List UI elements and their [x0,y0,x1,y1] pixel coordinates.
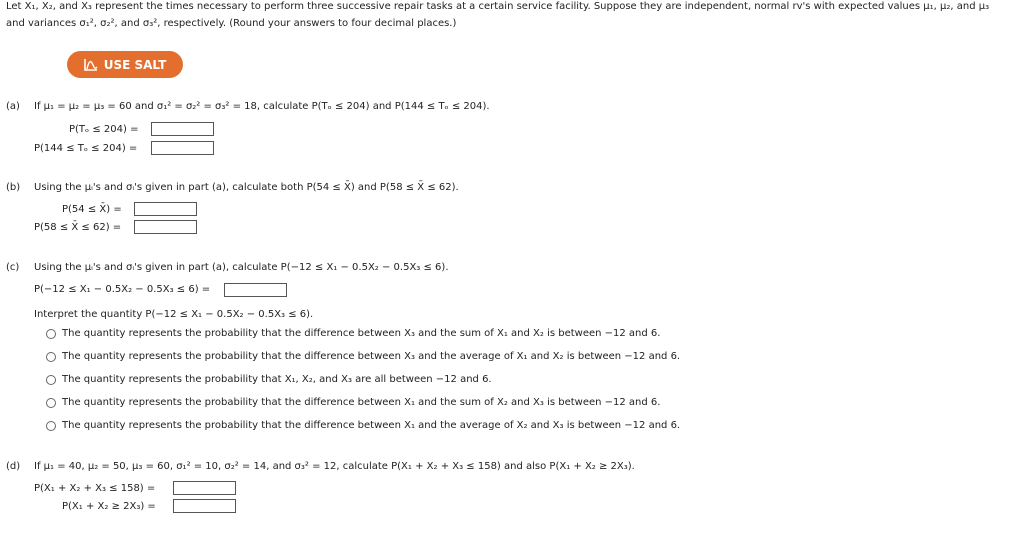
intro-line-1: Let X₁, X₂, and X₃ represent the times necessary to perform three successive repair tasks at a certain service facility. Suppose they are independent, normal rv's with expected values μ₁, μ₂, and μ₃ [6,1,990,12]
part-c-option-3-radio[interactable] [46,375,56,385]
part-c-option-1[interactable]: The quantity represents the probability that the difference between X₃ and the sum of X₁ and X₂ is between −12 and 6. [62,328,661,339]
part-c-option-4[interactable]: The quantity represents the probability that the difference between X₁ and the sum of X₂ and X₃ is between −12 and 6. [62,397,661,408]
part-c-prompt: Using the μᵢ's and σᵢ's given in part (a), calculate P(−12 ≤ X₁ − 0.5X₂ − 0.5X₃ ≤ 6). [34,262,449,273]
part-c-option-1-radio[interactable] [46,329,56,339]
part-a-q1-input[interactable] [151,122,214,136]
part-a-label: (a) [6,101,20,112]
part-c-option-3[interactable]: The quantity represents the probability that X₁, X₂, and X₃ are all between −12 and 6. [62,374,492,385]
part-c-option-4-radio[interactable] [46,398,56,408]
part-c-option-2-radio[interactable] [46,352,56,362]
part-a-prompt: If μ₁ = μ₂ = μ₃ = 60 and σ₁² = σ₂² = σ₃² = 18, calculate P(Tₒ ≤ 204) and P(144 ≤ Tₒ ≤ 204). [34,101,490,112]
part-d-prompt: If μ₁ = 40, μ₂ = 50, μ₃ = 60, σ₁² = 10, σ₂² = 14, and σ₃² = 12, calculate P(X₁ + X₂ + X₃ ≤ 158) and also P(X₁ + X₂ ≥ 2X₃). [34,461,635,472]
use-salt-label: USE SALT [103,57,167,72]
part-c-label: (c) [6,262,20,273]
part-b-label: (b) [6,182,21,193]
part-a-q2-label: P(144 ≤ Tₒ ≤ 204) = [34,143,138,154]
part-b-prompt: Using the μᵢ's and σᵢ's given in part (a), calculate both P(54 ≤ X̄) and P(58 ≤ X̄ ≤ 62). [34,182,459,193]
salt-chart-icon [84,58,98,71]
part-b-q2-input[interactable] [134,220,197,234]
part-b-q1-input[interactable] [134,202,197,216]
part-d-q1-input[interactable] [173,481,236,495]
part-d-q1-label: P(X₁ + X₂ + X₃ ≤ 158) = [34,483,156,494]
part-c-q1-input[interactable] [224,283,287,297]
part-c-option-5-radio[interactable] [46,421,56,431]
part-b-q1-label: P(54 ≤ X̄) = [62,204,122,215]
part-a-q2-input[interactable] [151,141,214,155]
part-c-option-2[interactable]: The quantity represents the probability that the difference between X₃ and the average of X₁ and X₂ is between −12 and 6. [62,351,681,362]
part-d-label: (d) [6,461,21,472]
part-b-q2-label: P(58 ≤ X̄ ≤ 62) = [34,222,122,233]
part-d-q2-label: P(X₁ + X₂ ≥ 2X₃) = [62,501,156,512]
part-c-interpret: Interpret the quantity P(−12 ≤ X₁ − 0.5X₂ − 0.5X₃ ≤ 6). [34,309,314,320]
use-salt-button[interactable] [67,51,183,78]
part-c-option-5[interactable]: The quantity represents the probability that the difference between X₁ and the average of X₂ and X₃ is between −12 and 6. [62,420,681,431]
intro-line-2: and variances σ₁², σ₂², and σ₃², respectively. (Round your answers to four decimal places.) [6,18,457,29]
part-d-q2-input[interactable] [173,499,236,513]
part-c-q1-label: P(−12 ≤ X₁ − 0.5X₂ − 0.5X₃ ≤ 6) = [34,284,211,295]
part-a-q1-label: P(Tₒ ≤ 204) = [69,124,139,135]
